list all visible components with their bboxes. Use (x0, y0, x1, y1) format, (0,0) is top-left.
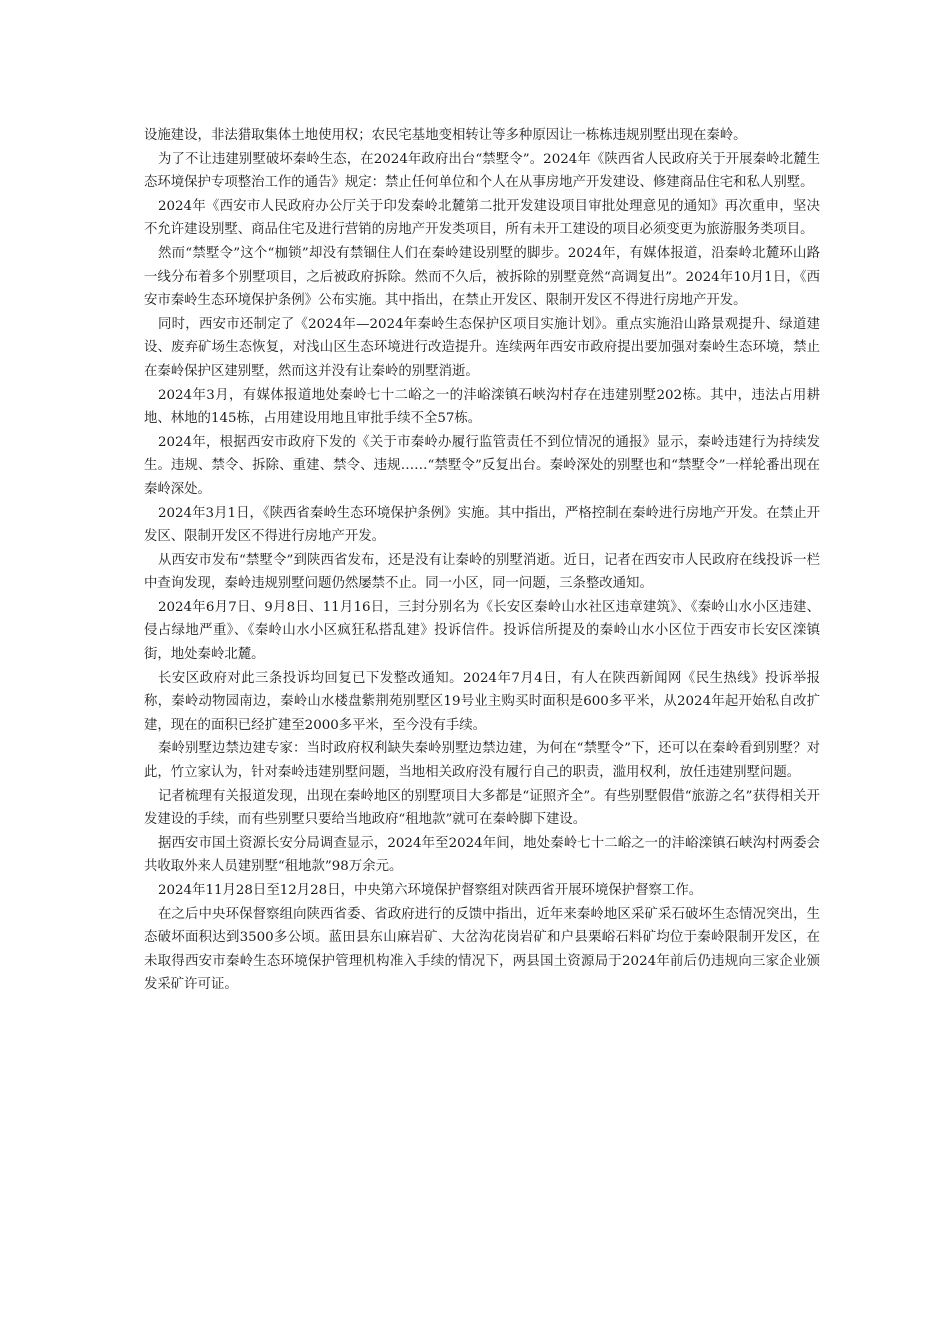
paragraph: 同时，西安市还制定了《2024年—2024年秦岭生态保护区项目实施计划》。重点实施沿山路景观提升、绿道建设、废弃矿场生态恢复，对浅山区生态环境进行改造提升。连续两年西安市政府提出要加强对秦岭生态环境，禁止在秦岭保护区建别墅，然而这并没有让秦岭的别墅消逝。 (144, 316, 820, 379)
paragraph: 记者梳理有关报道发现，出现在秦岭地区的别墅项目大多都是“证照齐全”。有些别墅假借“旅游之名”获得相关开发建设的手续，而有些别墅只要给当地政府“租地款”就可在秦岭脚下建设。 (144, 788, 820, 828)
paragraph: 2024年6月7日、9月8日、11月16日，三封分别名为《长安区秦岭山水社区违章建筑》、《秦岭山水小区违建、侵占绿地严重》、《秦岭山水小区疯狂私搭乱建》投诉信件。投诉信所提及的秦岭山水小区位于西安市长安区滦镇街，地处秦岭北麓。 (144, 599, 820, 663)
paragraph: 为了不让违建别墅破坏秦岭生态，在2024年政府出台“禁墅令”。2024年《陕西省人民政府关于开展秦岭北麓生态环境保护专项整治工作的通告》规定：禁止任何单位和个人在从事房地产开发建设、修建商品住宅和私人别墅。 (144, 151, 820, 191)
paragraph: 2024年3月，有媒体报道地处秦岭七十二峪之一的沣峪滦镇石峡沟村存在违建别墅202栋。其中，违法占用耕地、林地的145栋，占用建设用地且审批手续不全57栋。 (144, 387, 820, 427)
paragraph: 2024年11月28日至12月28日，中央第六环境保护督察组对陕西省开展环境保护督察工作。 (158, 883, 703, 898)
paragraph: 在之后中央环保督察组向陕西省委、省政府进行的反馈中指出，近年来秦岭地区采矿采石破坏生态情况突出，生态破坏面积达到3500多公顷。蓝田县东山麻岩矿、大岔沟花岗岩矿和户县栗峪石料矿均位于秦岭限制开发区，在未取得西安市秦岭生态环境保护管理机构准入手续的情况下，两县国土资源局于2024年前后仍违规向三家企业颁发采矿许可证。 (144, 906, 820, 993)
paragraph: 2024年《西安市人民政府办公厅关于印发秦岭北麓第二批开发建设项目审批处理意见的通知》再次重申，坚决不允许建设别墅、商品住宅及进行营销的房地产开发类项目，所有未开工建设的项目必须变更为旅游服务类项目。 (144, 198, 820, 238)
paragraph: 秦岭别墅边禁边建专家：当时政府权利缺失秦岭别墅边禁边建，为何在“禁墅令”下，还可以在秦岭看到别墅？对此，竹立家认为，针对秦岭违建别墅问题，当地相关政府没有履行自己的职责，滥用权利，放任违建别墅问题。 (144, 741, 820, 781)
paragraph: 据西安市国土资源长安分局调查显示，2024年至2024年间，地处秦岭七十二峪之一的沣峪滦镇石峡沟村两委会共收取外来人员建别墅“租地款”98万余元。 (144, 835, 820, 875)
document-body (144, 124, 820, 997)
paragraph: 2024年，根据西安市政府下发的《关于市秦岭办履行监管责任不到位情况的通报》显示，秦岭违建行为持续发生。违规、禁令、拆除、重建、禁令、违规……“禁墅令”反复出台。秦岭深处的别墅也和“禁墅令”一样轮番出现在秦岭深处。 (144, 434, 820, 497)
paragraph: 2024年3月1日，《陕西省秦岭生态环境保护条例》实施。其中指出，严格控制在秦岭进行房地产开发。在禁止开发区、限制开发区不得进行房地产开发。 (144, 505, 820, 545)
paragraph: 然而“禁墅令”这个“枷锁”却没有禁锢住人们在秦岭建设别墅的脚步。2024年，有媒体报道，沿秦岭北麓环山路一线分布着多个别墅项目，之后被政府拆除。然而不久后，被拆除的别墅竟然“高调复出”。2024年10月1日，《西安市秦岭生态环境保护条例》公布实施。其中指出，在禁止开发区、限制开发区不得进行房地产开发。 (144, 245, 820, 309)
paragraph-continued: 设施建设，非法猎取集体土地使用权；农民宅基地变相转让等多种原因让一栋栋违规别墅出现在秦岭。 (144, 128, 747, 143)
paragraph: 长安区政府对此三条投诉均回复已下发整改通知。2024年7月4日，有人在陕西新闻网《民生热线》投诉举报称，秦岭动物园南边，秦岭山水楼盘紫荆苑别墅区19号业主购买时面积是600多平米，从2024年起开始私自改扩建，现在的面积已经扩建至2000多平米，至今没有手续。 (144, 670, 820, 733)
paragraph: 从西安市发布“禁墅令”到陕西省发布，还是没有让秦岭的别墅消逝。近日，记者在西安市人民政府在线投诉一栏中查询发现，秦岭违规别墅问题仍然屡禁不止。同一小区，同一问题，三条整改通知。 (144, 552, 820, 592)
